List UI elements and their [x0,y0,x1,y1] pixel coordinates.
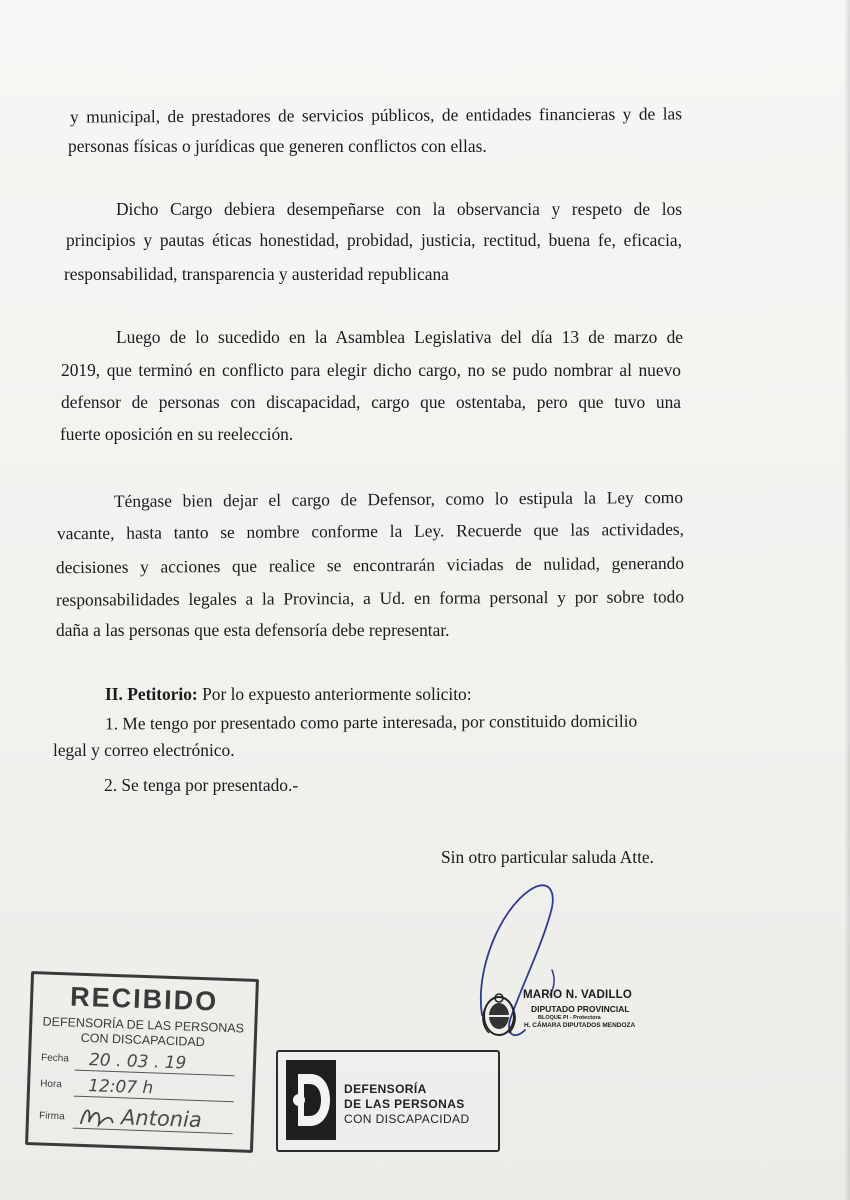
petitorio-item: 2. Se tenga por presentado.- [104,775,299,795]
text-line: 2019, que terminó en conflicto para elegir dicho cargo, no se pudo nombrar al nuevo [61,360,681,380]
initials-scribble [77,1102,118,1131]
signer-bloc: BLOQUE PI - Protectora [538,1015,601,1021]
text-line: decisiones y acciones que realice se encontrarán viciadas de nulidad, generando [55,552,685,578]
stamp-org-line: CON DISCAPACIDAD [80,1030,206,1050]
stamp-date-label: Fecha [40,1052,70,1065]
stamp-time-label: Hora [39,1078,63,1091]
signature-stamp [476,985,676,1055]
stamp-org-line: DEFENSORÍA DE LAS PERSONAS [42,1014,245,1036]
petitorio-item: 1. Me tengo por presentado como parte interesada, por constituido domicilio [104,710,638,734]
logo-text-line: DE LAS PERSONAS [344,1097,465,1111]
text-line: principios y pautas éticas honestidad, probidad, justicia, rectitud, buena fe, eficacia, [66,230,682,250]
text-line: responsabilidades legales a la Provincia, a Ud. en forma personal y por sobre todo [55,586,685,610]
coat-of-arms-icon [480,989,518,1041]
logo-text-line: CON DISCAPACIDAD [344,1112,470,1126]
petitorio-item: legal y correo electrónico. [53,740,235,760]
text-line: fuerte oposición en su reelección. [60,424,294,444]
signer-chamber: H. CÁMARA DIPUTADOS MENDOZA [524,1022,636,1029]
stamp-time-value: 12:07 h [87,1076,154,1099]
received-stamp [25,971,259,1153]
text-line: Dicho Cargo debiera desempeñarse con la observancia y respeto de los [116,199,682,219]
defensoria-logo-stamp [276,1050,500,1152]
text-line: Téngase bien dejar el cargo de Defensor, como lo estipula la Ley como [113,487,684,511]
closing-text: Sin otro particular saluda Atte. [441,847,654,867]
defensoria-logo-icon [286,1060,336,1140]
stamp-time-rule [74,1096,234,1103]
stamp-signature-label: Firma [38,1110,65,1123]
signer-title: DIPUTADO PROVINCIAL [531,1004,630,1014]
text-line: Luego de lo sucedido en la Asamblea Legislativa del día 13 de marzo de [116,327,683,347]
text-line: daña a las personas que esta defensoría debe representar. [56,620,450,640]
stamp-date-value: 20 . 03 . 19 [88,1050,187,1074]
text-line: y municipal, de prestadores de servicios públicos, de entidades financieras y de las [69,103,683,127]
petitorio-heading: II. Petitorio: [105,684,198,704]
petitorio-line [105,684,472,704]
text-line: personas físicas o jurídicas que generen conflictos con ellas. [68,136,487,156]
logo-text-line: DEFENSORÍA [344,1082,427,1096]
stamp-signature-value: Antonia [120,1105,203,1133]
text-line: responsabilidad, transparencia y austeridad republicana [64,264,449,284]
page-edge-shadow [844,0,850,1200]
stamp-title: RECIBIDO [69,981,219,1017]
text-line: vacante, hasta tanto se nombre conforme la Ley. Recuerde que las actividades, [56,518,685,544]
text-line: defensor de personas con discapacidad, cargo que ostentaba, pero que tuvo una [61,392,681,412]
petitorio-intro: Por lo expuesto anteriormente solicito: [197,684,472,704]
signer-name: MARIO N. VADILLO [523,989,633,1001]
